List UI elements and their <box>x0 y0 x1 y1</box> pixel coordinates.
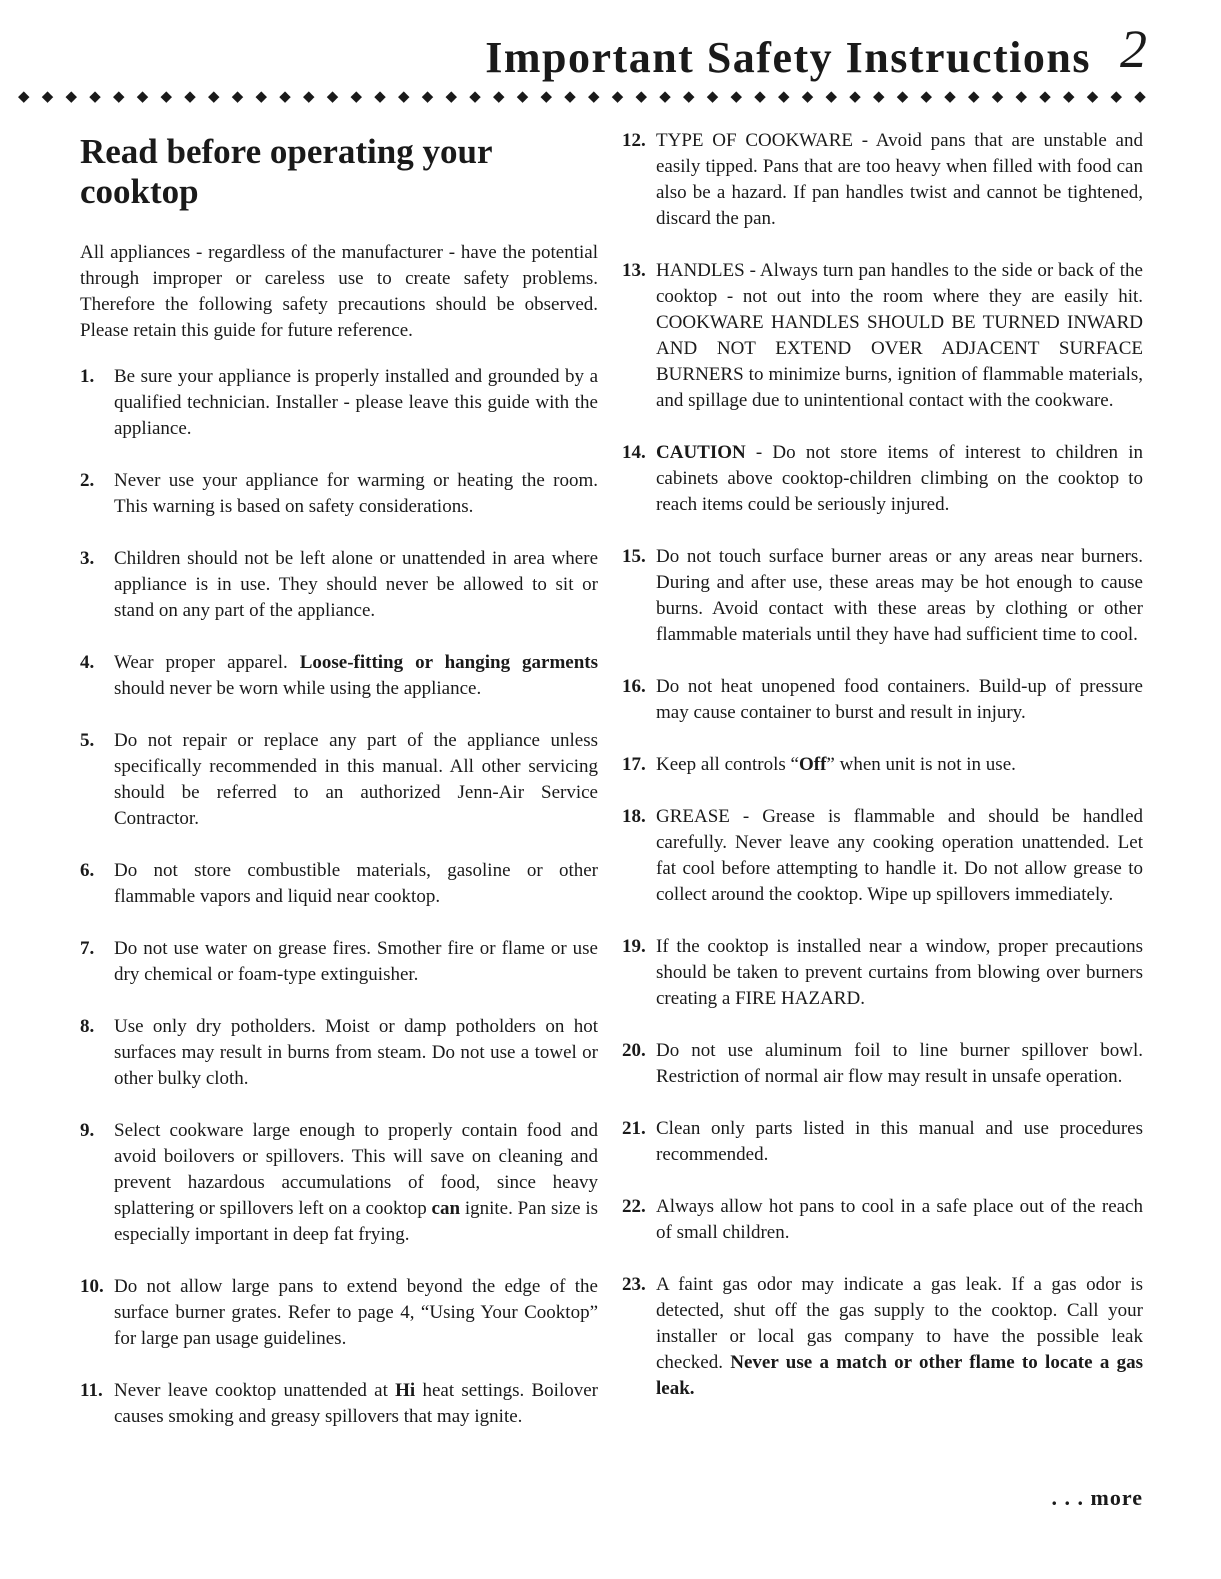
text-run: Children should not be left alone or unattended in area where appliance is in use. They should never be allowed to sit or stand on any part of the appliance. <box>114 548 598 621</box>
diamond-icon: ◆ <box>303 88 315 105</box>
text-run: Never use your appliance for warming or heating the room. This warning is based on safety considerations. <box>114 470 598 517</box>
diamond-icon: ◆ <box>659 88 671 105</box>
instruction-number: 1. <box>80 366 95 387</box>
emphasis-text: Hi <box>395 1380 416 1401</box>
diamond-icon: ◆ <box>160 88 173 105</box>
diamond-icon: ◆ <box>65 88 78 105</box>
page-number: 2 <box>1120 19 1147 79</box>
text-run: Do not use aluminum foil to line burner spillover bowl. Restriction of normal air flow may result in unsafe operation. <box>656 1040 1143 1087</box>
text-run: Do not use water on grease fires. Smother fire or flame or use dry chemical or foam-type extinguisher. <box>114 938 598 985</box>
text-run: HANDLES - Always turn pan handles to the side or back of the cooktop - not out into the room where they are easily hit. COOKWARE HANDLES SHOULD BE TURNED INWARD AND NOT EXTEND OVER ADJACENT SURFACE BURNERS to minimize burns, ignition of flammable materials, and spillage due to unintentional contact with the cookware. <box>656 260 1143 411</box>
instruction-text <box>114 936 598 988</box>
instruction-text <box>656 1116 1143 1168</box>
emphasis-text: can <box>431 1198 461 1219</box>
instruction-item <box>622 440 1143 518</box>
instruction-item <box>622 934 1143 1012</box>
instruction-item <box>80 936 598 988</box>
diamond-icon: ◆ <box>968 88 980 105</box>
diamond-icon: ◆ <box>41 88 54 105</box>
diamond-icon: ◆ <box>920 88 933 105</box>
more-indicator: . . . more <box>1051 1485 1143 1510</box>
instruction-number: 22. <box>622 1196 646 1217</box>
diamond-icon: ◆ <box>706 88 719 105</box>
instruction-item <box>80 1014 598 1092</box>
instruction-item <box>622 674 1143 726</box>
instruction-number: 4. <box>80 652 95 673</box>
instruction-number: 15. <box>622 546 646 567</box>
text-run: Clean only parts listed in this manual and use procedures recommended. <box>656 1118 1143 1165</box>
diamond-icon: ◆ <box>1063 88 1075 105</box>
instruction-text <box>114 650 598 702</box>
instruction-number: 6. <box>80 860 95 881</box>
diamond-icon: ◆ <box>635 88 648 105</box>
instruction-item <box>622 128 1143 232</box>
text-run: Never leave cooktop unattended at <box>114 1380 396 1401</box>
text-run: Do not store combustible materials, gasoline or other flammable vapors and liquid near cooktop. <box>114 860 598 907</box>
text-run: heat settings. Boilover causes smoking and greasy spillovers that may ignite. <box>114 1380 598 1427</box>
emphasis-text: Off <box>798 754 827 775</box>
diamond-icon: ◆ <box>445 88 458 105</box>
instruction-text <box>656 804 1143 908</box>
right-instruction-list <box>622 128 1143 1402</box>
instruction-item <box>80 1118 598 1248</box>
instruction-text <box>114 546 598 624</box>
diamond-icon: ◆ <box>873 88 885 105</box>
instruction-item <box>622 804 1143 908</box>
instruction-item <box>80 858 598 910</box>
text-run: ” when unit is not in use. <box>826 754 1016 775</box>
instruction-number: 12. <box>622 130 646 151</box>
page-title: Important Safety Instructions <box>485 33 1091 82</box>
instruction-text <box>656 258 1143 414</box>
text-run: ignite. Pan size is especially important in deep fat frying. <box>114 1198 598 1245</box>
text-run: Always allow hot pans to cool in a safe place out of the reach of small children. <box>656 1196 1143 1243</box>
diamond-icon: ◆ <box>801 88 814 105</box>
instruction-number: 9. <box>80 1120 95 1141</box>
diamond-icon: ◆ <box>231 88 244 105</box>
diamond-icon: ◆ <box>991 88 1004 105</box>
instruction-number: 5. <box>80 730 95 751</box>
instruction-text <box>114 468 598 520</box>
instruction-text <box>656 1272 1143 1402</box>
diamond-icon: ◆ <box>778 88 790 105</box>
diamond-icon: ◆ <box>516 88 529 105</box>
instruction-item <box>622 1038 1143 1090</box>
instruction-item <box>622 544 1143 648</box>
left-instruction-list <box>80 364 598 1430</box>
instruction-item <box>80 468 598 520</box>
instruction-item <box>622 258 1143 414</box>
instruction-number: 3. <box>80 548 95 569</box>
instruction-number: 14. <box>622 442 646 463</box>
diamond-icon: ◆ <box>540 88 553 105</box>
section-heading: Read before operating your cooktop <box>80 132 492 211</box>
instruction-number: 16. <box>622 676 646 697</box>
instruction-item <box>80 1274 598 1352</box>
instruction-text <box>656 1038 1143 1090</box>
diamond-icon: ◆ <box>208 88 220 105</box>
diamond-icon: ◆ <box>611 88 624 105</box>
instruction-number: 7. <box>80 938 95 959</box>
diamond-icon: ◆ <box>374 88 386 105</box>
diamond-icon: ◆ <box>18 88 30 105</box>
instruction-text <box>114 858 598 910</box>
diamond-icon: ◆ <box>849 88 861 105</box>
text-run: Keep all controls “ <box>656 754 799 775</box>
diamond-icon: ◆ <box>1039 88 1051 105</box>
instruction-item <box>80 650 598 702</box>
instruction-number: 20. <box>622 1040 646 1061</box>
instruction-number: 21. <box>622 1118 646 1139</box>
emphasis-text: Never use a match or other flame to locate a gas leak. <box>656 1352 1143 1399</box>
instruction-item <box>622 1272 1143 1402</box>
diamond-icon: ◆ <box>89 88 101 105</box>
instruction-text <box>114 1378 598 1430</box>
text-run: Do not touch surface burner areas or any areas near burners. During and after use, these areas may be hot enough to cause burns. Avoid contact with these areas by clothing or other flammable materials until they have had sufficient time to cool. <box>656 546 1143 645</box>
instruction-item <box>622 1194 1143 1246</box>
instruction-number: 13. <box>622 260 646 281</box>
text-run: Be sure your appliance is properly installed and grounded by a qualified technician. Installer - please leave this guide with the appliance. <box>114 366 598 439</box>
instruction-item <box>80 364 598 442</box>
diamond-icon: ◆ <box>588 88 600 105</box>
emphasis-text: CAUTION <box>656 442 746 463</box>
instruction-text <box>656 128 1143 232</box>
instruction-text <box>114 728 598 832</box>
instruction-item <box>80 728 598 832</box>
diamond-icon: ◆ <box>398 88 410 105</box>
instruction-number: 23. <box>622 1274 646 1295</box>
instruction-number: 2. <box>80 470 95 491</box>
instruction-item <box>622 1116 1143 1168</box>
instruction-number: 18. <box>622 806 646 827</box>
instruction-number: 10. <box>80 1276 104 1297</box>
diamond-icon: ◆ <box>184 88 196 105</box>
instruction-item <box>80 1378 598 1430</box>
diamond-icon: ◆ <box>469 88 481 105</box>
instruction-text <box>114 1274 598 1352</box>
text-run: should never be worn while using the appliance. <box>114 678 482 699</box>
text-run: Do not heat unopened food containers. Build-up of pressure may cause container to burst and result in injury. <box>656 676 1143 723</box>
diamond-icon: ◆ <box>279 88 291 105</box>
instruction-text <box>656 934 1143 1012</box>
diamond-icon: ◆ <box>896 88 909 105</box>
diamond-icon: ◆ <box>944 88 956 105</box>
diamond-icon: ◆ <box>1134 88 1146 105</box>
diamond-icon: ◆ <box>350 88 363 105</box>
instruction-text <box>114 1118 598 1248</box>
diamond-icon: ◆ <box>754 88 766 105</box>
diamond-divider <box>18 86 1146 108</box>
instruction-text <box>114 364 598 442</box>
text-run: Use only dry potholders. Moist or damp potholders on hot surfaces may result in burns from steam. Do not use a towel or other bulky cloth. <box>114 1016 598 1089</box>
text-run: Wear proper apparel. <box>114 652 300 673</box>
text-run: - Do not store items of interest to children in cabinets above cooktop-children climbing on the cooktop to reach items could be seriously injured. <box>656 442 1143 515</box>
text-run: Do not allow large pans to extend beyond the edge of the surface burner grates. Refer to page 4, “Using Your Cooktop” for large pan usage guidelines. <box>114 1276 598 1349</box>
diamond-icon: ◆ <box>136 88 149 105</box>
diamond-icon: ◆ <box>730 88 743 105</box>
diamond-icon: ◆ <box>421 88 434 105</box>
emphasis-text: Loose-fitting or hanging garments <box>299 652 598 673</box>
diamond-icon: ◆ <box>683 88 695 105</box>
text-run: TYPE OF COOKWARE - Avoid pans that are unstable and easily tipped. Pans that are too heavy when filled with food can also be a hazard. If pan handles twist and cannot be tightened, discard the pan. <box>656 130 1143 229</box>
instruction-text <box>656 674 1143 726</box>
instruction-number: 11. <box>80 1380 103 1401</box>
diamond-icon: ◆ <box>326 88 339 105</box>
instruction-item <box>80 546 598 624</box>
instruction-number: 8. <box>80 1016 95 1037</box>
left-column <box>80 128 598 1456</box>
instruction-number: 19. <box>622 936 646 957</box>
text-run: Do not repair or replace any part of the appliance unless specifically recommended in this manual. All other servicing should be referred to an authorized Jenn-Air Service Contractor. <box>114 730 598 829</box>
right-column <box>622 128 1143 1428</box>
text-run: If the cooktop is installed near a window, proper precautions should be taken to prevent curtains from blowing over burners creating a FIRE HAZARD. <box>656 936 1143 1009</box>
instruction-number: 17. <box>622 754 646 775</box>
diamond-icon: ◆ <box>1015 88 1028 105</box>
instruction-text <box>114 1014 598 1092</box>
diamond-icon: ◆ <box>255 88 268 105</box>
instruction-text <box>656 1194 1143 1246</box>
diamond-icon: ◆ <box>493 88 505 105</box>
diamond-icon: ◆ <box>1110 88 1123 105</box>
text-run: Select cookware large enough to properly contain food and avoid boilovers or spillovers. This will save on cleaning and prevent hazardous accumulations of food, since heavy splattering or spillovers left on a cooktop <box>114 1120 598 1219</box>
diamond-icon: ◆ <box>1086 88 1099 105</box>
text-run: A faint gas odor may indicate a gas leak. If a gas odor is detected, shut off the gas supply to the cooktop. Call your installer or local gas company to have the possible leak checked. <box>656 1274 1143 1373</box>
intro-paragraph: All appliances - regardless of the manufacturer - have the potential through improper or careless use to create safety problems. Therefore the following safety precautions should be observed. Please retain this guide for future reference. <box>80 242 598 341</box>
instruction-item <box>622 752 1143 778</box>
diamond-icon: ◆ <box>564 88 576 105</box>
text-run: GREASE - Grease is flammable and should be handled carefully. Never leave any cooking operation unattended. Let fat cool before attempting to handle it. Do not allow grease to collect around the cooktop. Wipe up spillovers immediately. <box>656 806 1143 905</box>
instruction-text <box>656 544 1143 648</box>
instruction-text <box>656 440 1143 518</box>
diamond-icon: ◆ <box>113 88 125 105</box>
instruction-text <box>656 752 1143 778</box>
diamond-icon: ◆ <box>825 88 838 105</box>
